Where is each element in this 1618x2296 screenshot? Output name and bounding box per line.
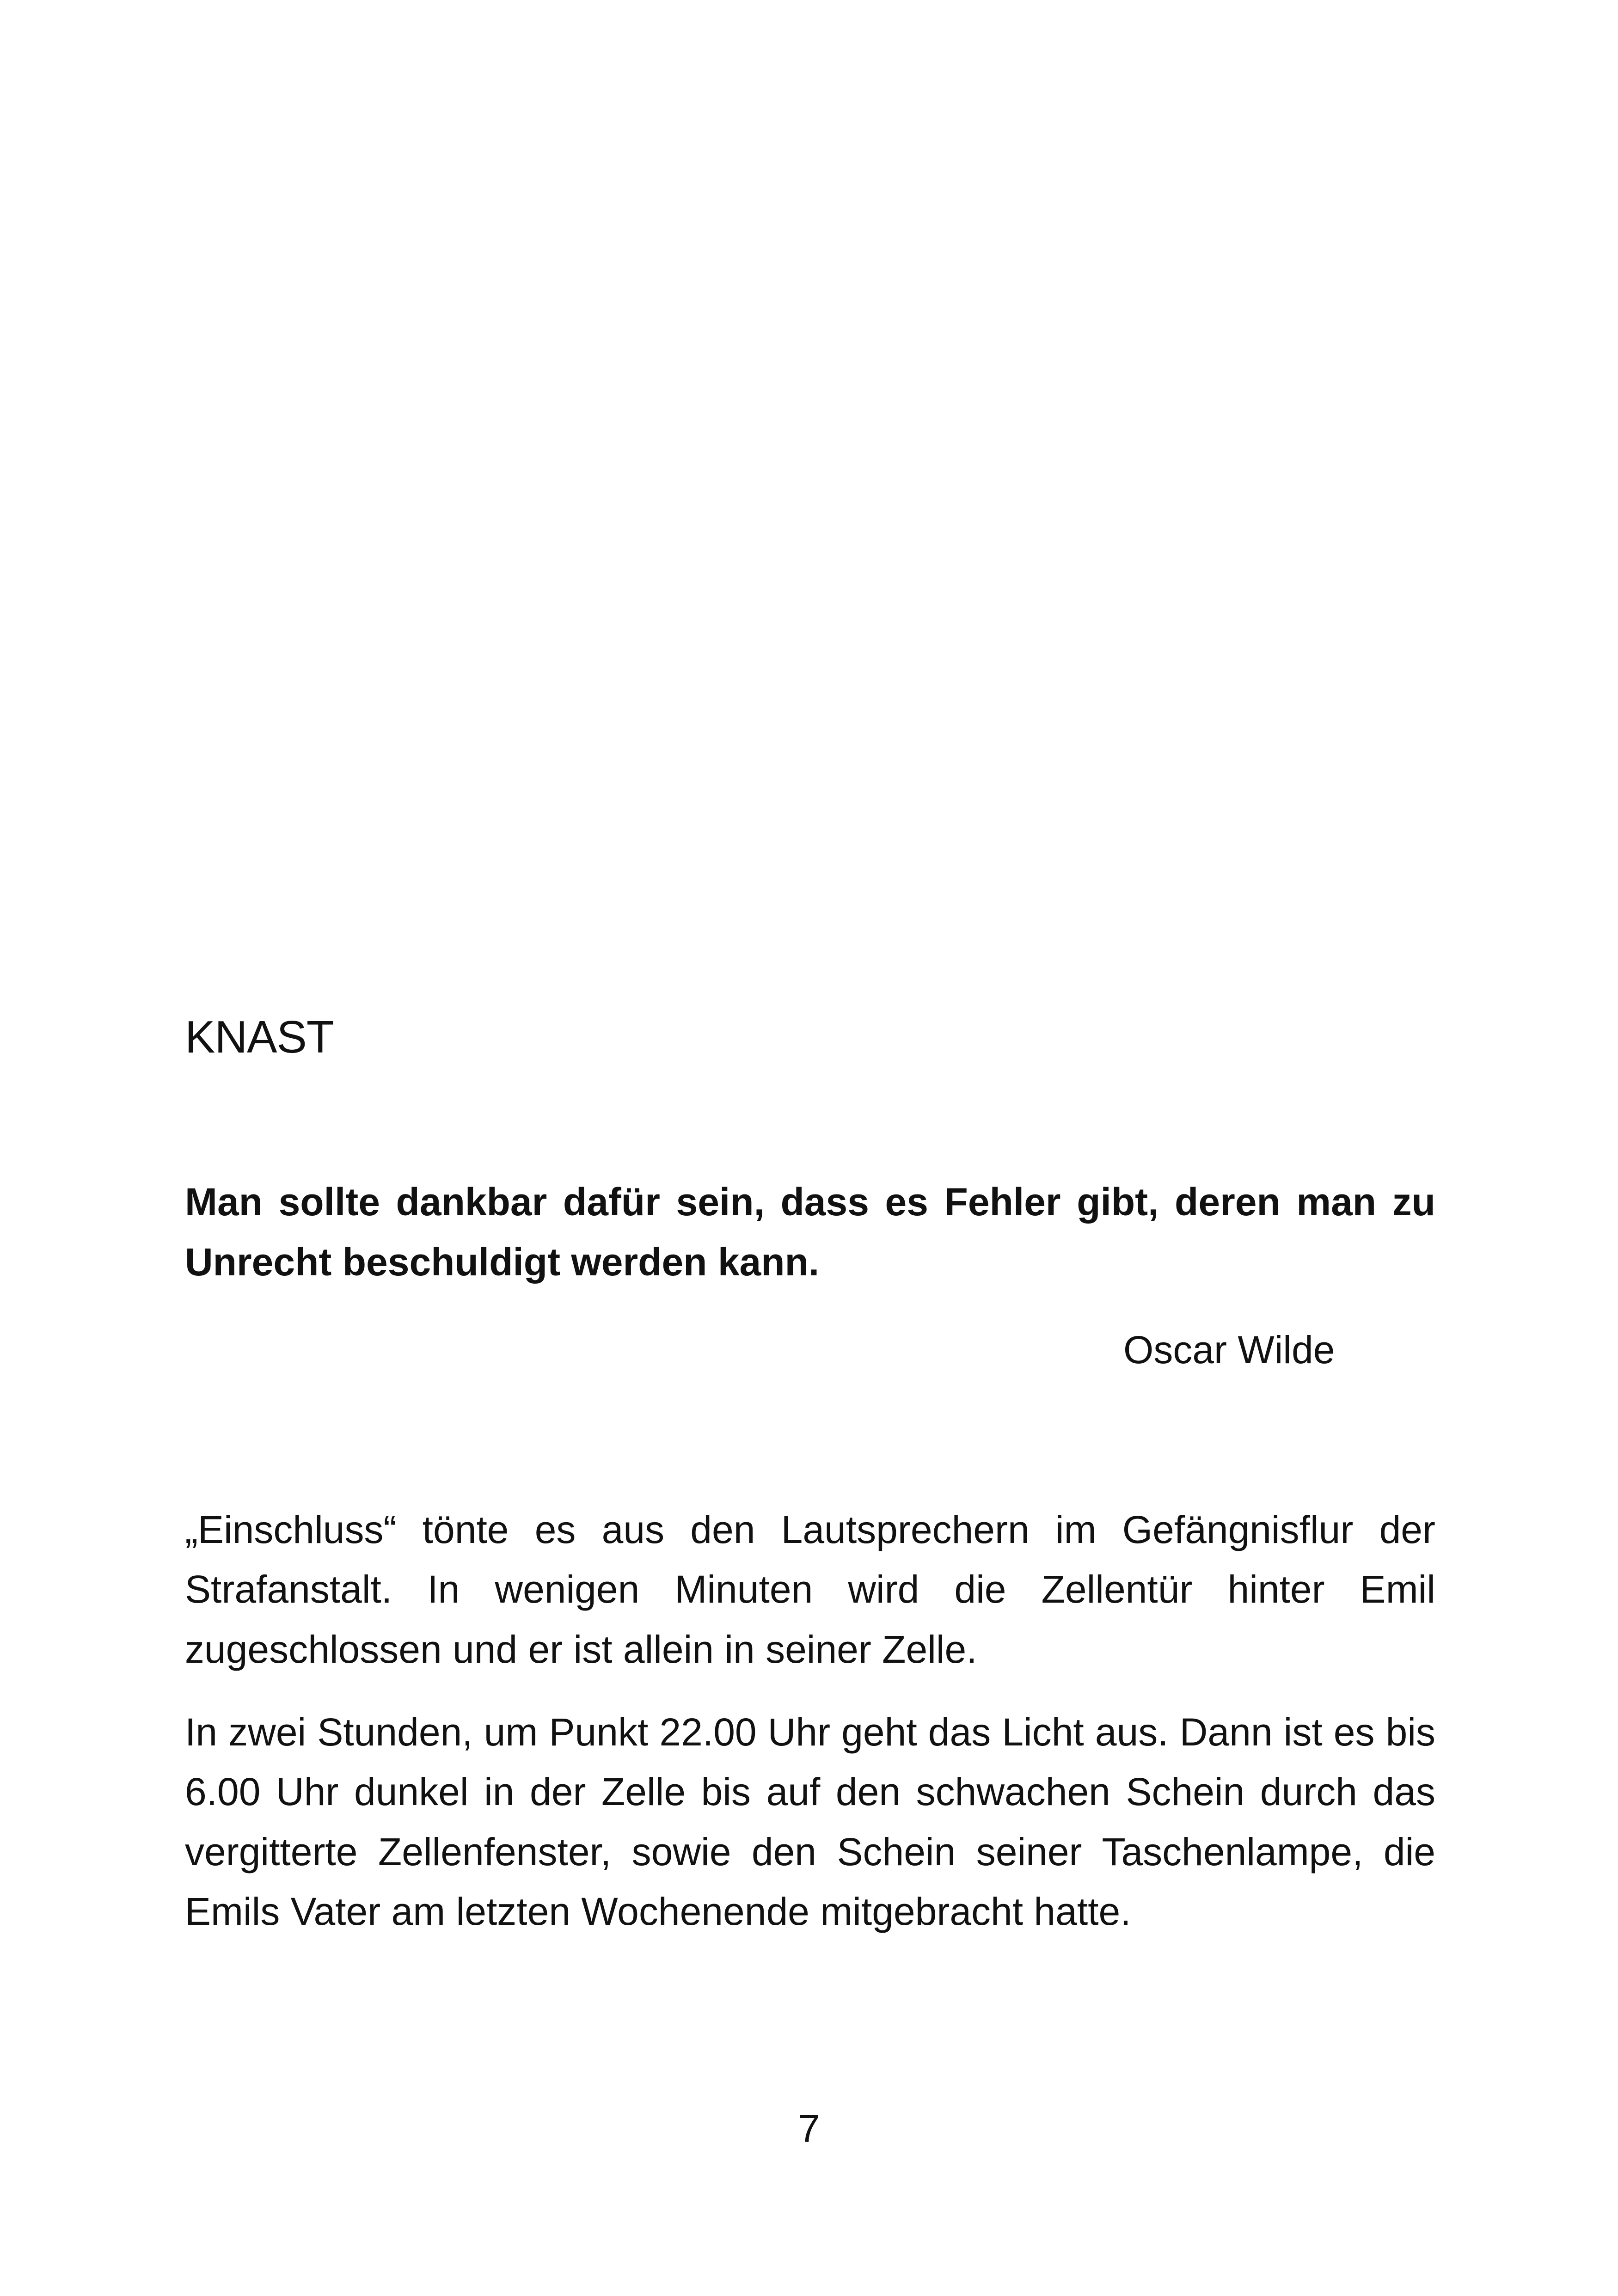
paragraph: In zwei Stunden, um Punkt 22.00 Uhr geht das Licht aus. Dann ist es bis 6.00 Uhr dunkel in der Zelle bis auf den schwachen Schein durch das vergitterte Zellenfenster, sowie den Schein seiner Taschenlampe, die Emils Vater am letzten Wochenende mitgebracht hatte. (185, 1710, 1435, 1934)
body-text (185, 1500, 1435, 1965)
page-number: 7 (798, 2107, 820, 2150)
epigraph-quote: Man sollte dankbar dafür sein, dass es Fehler gibt, deren man zu Unrecht beschuldigt werden kann. (185, 1180, 1435, 1284)
paragraph: „Einschluss“ tönte es aus den Lautsprechern im Gefängnisflur der Strafanstalt. In wenigen Minuten wird die Zellentür hinter Emil zugeschlossen und er ist allein in seiner Zelle. (185, 1508, 1435, 1671)
chapter-title: KNAST (185, 1011, 334, 1062)
epigraph-author: Oscar Wilde (1123, 1328, 1335, 1371)
